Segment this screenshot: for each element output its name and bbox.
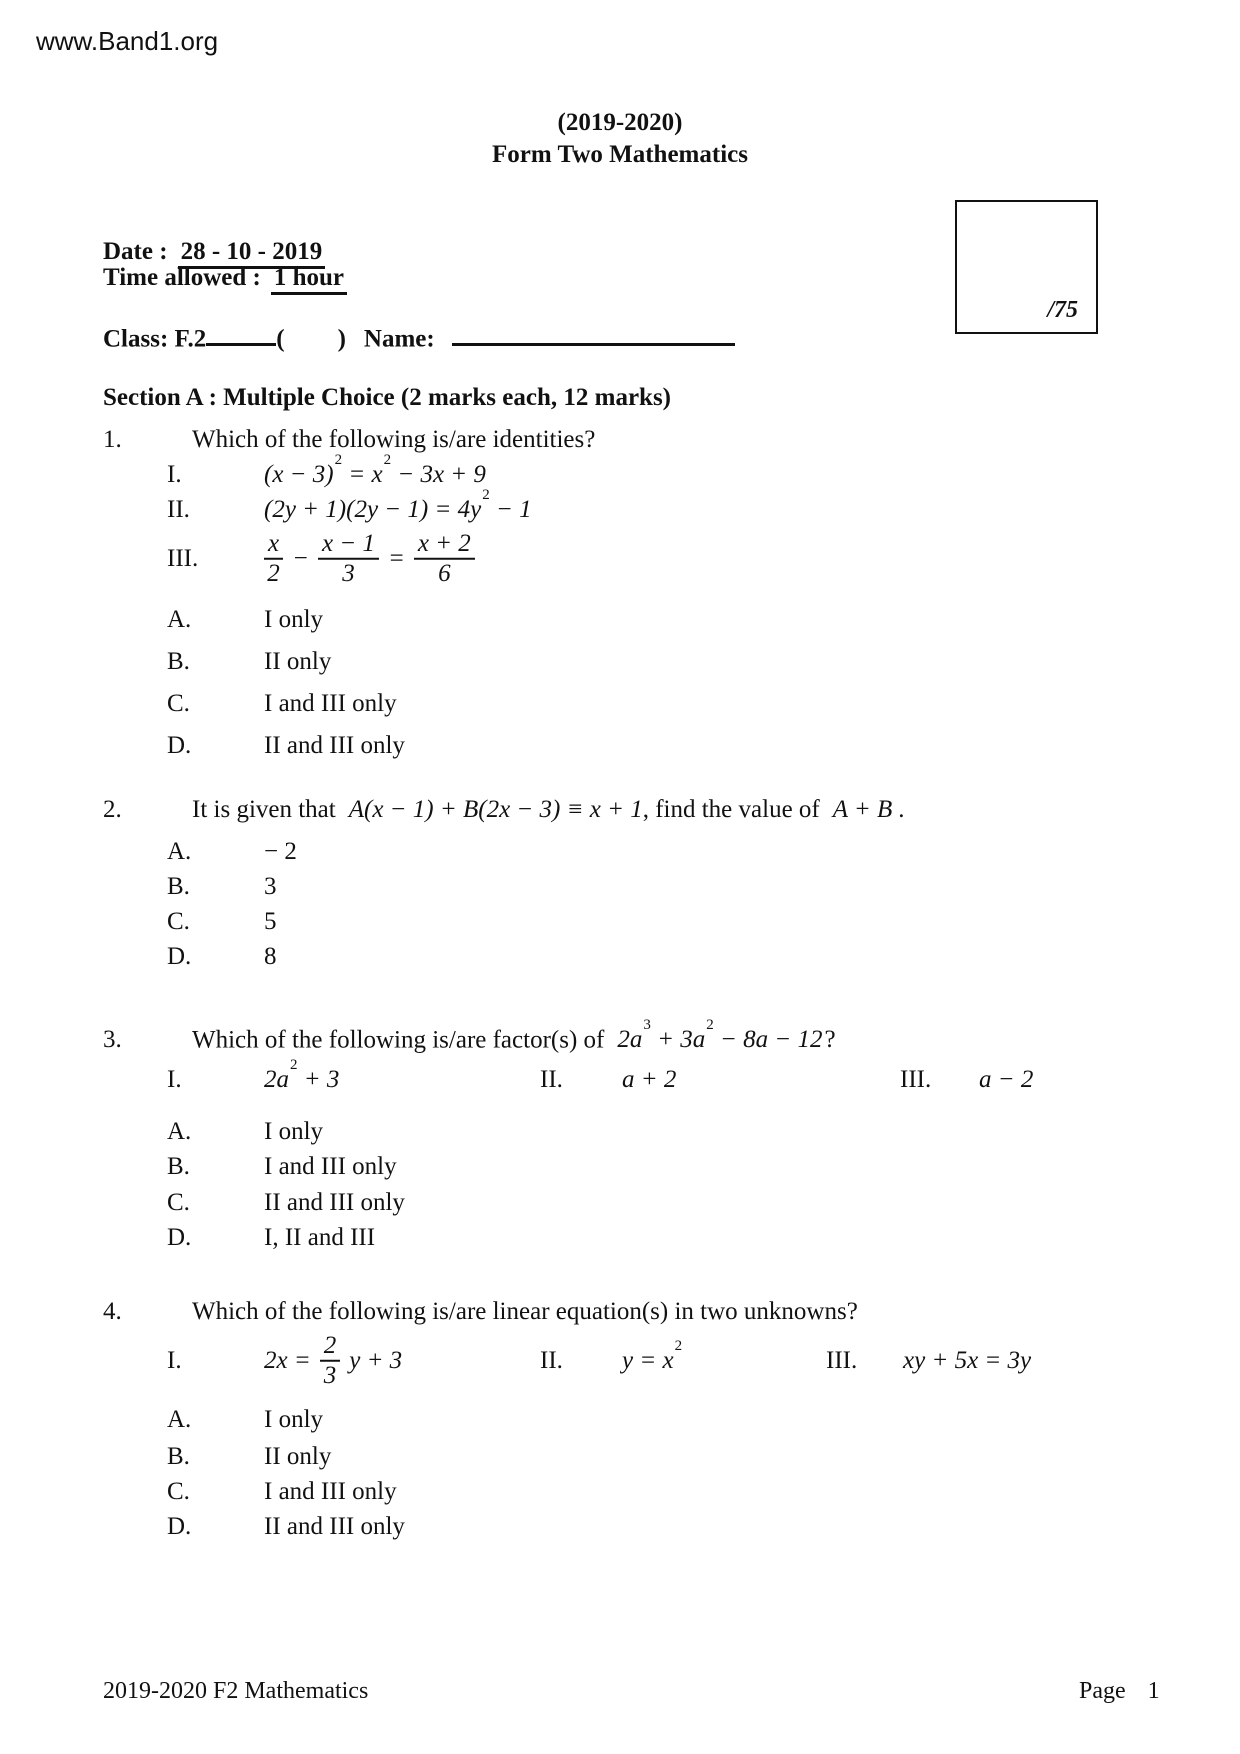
option-row (167, 872, 277, 902)
option-row (167, 1117, 323, 1147)
question-text: It is given that (192, 796, 336, 823)
question-4 (103, 1297, 858, 1327)
option-text: 5 (264, 908, 277, 935)
option-row (167, 907, 277, 937)
item-label: II. (540, 1066, 563, 1093)
option-letter: A. (167, 606, 192, 633)
question-number: 4. (103, 1298, 122, 1325)
item-label: III. (826, 1347, 858, 1374)
time-line (103, 263, 347, 293)
formula: a − 2 (979, 1066, 1034, 1093)
option-letter: D. (167, 1513, 192, 1540)
question-text: ? (824, 1026, 836, 1054)
paren-open: ( (276, 325, 285, 353)
formula: A(x − 1) + B(2x − 3) ≡ x + 1 (348, 796, 643, 823)
option-text: II and III only (264, 732, 405, 759)
class-label: Class: F.2 (103, 325, 207, 353)
date-label: Date : (103, 238, 168, 265)
footer-left: 2019-2020 F2 Mathematics (103, 1678, 369, 1704)
q3-items-row (0, 1056, 1240, 1095)
option-letter: A. (167, 1118, 192, 1145)
formula: A + B (832, 796, 893, 823)
item-label: III. (167, 545, 199, 572)
q1-item-3 (0, 528, 1240, 590)
question-number: 3. (103, 1026, 122, 1054)
option-text: II only (264, 648, 332, 675)
option-row (167, 647, 331, 677)
operator: − (292, 545, 309, 572)
exam-year: (2019-2020) (557, 109, 683, 136)
option-letter: B. (167, 1443, 190, 1470)
operator: = (387, 545, 405, 572)
option-row (167, 837, 297, 867)
option-row (167, 1152, 397, 1182)
option-letter: D. (167, 732, 192, 759)
paren-close: ) (337, 325, 346, 353)
option-text: I and III only (264, 1478, 397, 1505)
item-label: I. (167, 1347, 182, 1374)
option-row (167, 1477, 397, 1507)
option-row (167, 1188, 405, 1218)
fraction: $\frac{x + 2}{6}$ (414, 531, 475, 588)
formula: $y = x^2$ (622, 1337, 683, 1375)
option-text: 3 (264, 873, 277, 900)
item-label: I. (167, 1066, 182, 1093)
date-value: 28 - 10 - 2019 (178, 238, 326, 269)
option-row (167, 689, 397, 719)
option-text: I only (264, 1118, 324, 1145)
option-text: II and III only (264, 1513, 405, 1540)
formula: a + 2 (622, 1066, 677, 1093)
question-text: . (898, 796, 905, 823)
option-letter: C. (167, 1189, 190, 1216)
q4-items-row (0, 1330, 1240, 1392)
option-row (167, 1512, 405, 1542)
fraction: $\frac{2}{3}$ (320, 1333, 341, 1390)
question-number: 2. (103, 796, 122, 823)
option-letter: A. (167, 1406, 192, 1433)
option-row (167, 1223, 375, 1253)
question-2 (103, 795, 904, 825)
question-text: Which of the following is/are identities? (192, 426, 596, 453)
fraction: $\frac{x}{2}$ (264, 531, 283, 588)
question-text: Which of the following is/are linear equation(s) in two unknowns? (192, 1298, 858, 1325)
option-row (167, 1405, 323, 1435)
score-box (955, 200, 1098, 334)
q1-item-2 (167, 487, 532, 525)
option-text: I, II and III (264, 1224, 376, 1251)
option-text: II and III only (264, 1189, 405, 1216)
class-name-line (103, 317, 735, 354)
item-label: II. (167, 496, 190, 524)
option-text: I only (264, 1406, 324, 1433)
option-text: II only (264, 1443, 332, 1470)
option-row (167, 605, 323, 635)
option-text: I only (264, 606, 324, 633)
name-blank (452, 317, 735, 346)
time-value: 1 hour (271, 264, 347, 295)
option-row (167, 731, 405, 761)
question-text: Which of the following is/are factor(s) of (192, 1026, 605, 1054)
option-text: − 2 (264, 838, 297, 865)
option-text: 8 (264, 943, 277, 970)
footer-page-label: Page (1079, 1678, 1126, 1704)
option-letter: B. (167, 648, 190, 675)
question-3 (103, 1017, 836, 1055)
option-letter: C. (167, 1478, 190, 1505)
name-label: Name: (363, 325, 435, 353)
footer-page (1079, 1677, 1160, 1706)
formula: $2a^2 + 3$ (264, 1056, 340, 1094)
option-text: I and III only (264, 690, 397, 717)
time-label: Time allowed : (103, 264, 261, 291)
option-letter: D. (167, 1224, 192, 1251)
formula: xy + 5x = 3y (903, 1347, 1032, 1374)
fraction: $\frac{x - 1}{3}$ (318, 531, 379, 588)
item-label: III. (900, 1066, 932, 1093)
formula (264, 531, 475, 588)
option-row (167, 1442, 331, 1472)
option-letter: A. (167, 838, 192, 865)
q1-item-1 (167, 452, 486, 490)
exam-title: Form Two Mathematics (492, 141, 748, 168)
question-text: , find the value of (642, 796, 820, 823)
option-text: I and III only (264, 1153, 397, 1180)
formula: $(x - 3)^2 = x^2 - 3x + 9$ (264, 452, 486, 489)
site-watermark: www.Band1.org (36, 26, 219, 56)
option-letter: B. (167, 873, 190, 900)
option-letter: C. (167, 690, 190, 717)
item-label: I. (167, 461, 182, 489)
question-number: 1. (103, 426, 122, 453)
item-label: II. (540, 1347, 563, 1374)
option-row (167, 942, 277, 972)
formula: 2x = $\frac{2}{3}$ y + 3 (264, 1331, 403, 1389)
score-label: /75 (1047, 297, 1078, 323)
section-a-heading: Section A : Multiple Choice (2 marks each, 12 marks) (103, 384, 672, 411)
footer-page-number: 1 (1147, 1678, 1160, 1704)
formula: $(2y + 1)(2y - 1) = 4y^2 - 1$ (264, 487, 532, 524)
class-blank (206, 317, 276, 346)
option-letter: D. (167, 943, 192, 970)
option-letter: C. (167, 908, 190, 935)
question-1 (103, 425, 595, 455)
formula: $2a^3 + 3a^2 - 8a - 12$ (617, 1017, 823, 1054)
option-letter: B. (167, 1153, 190, 1180)
